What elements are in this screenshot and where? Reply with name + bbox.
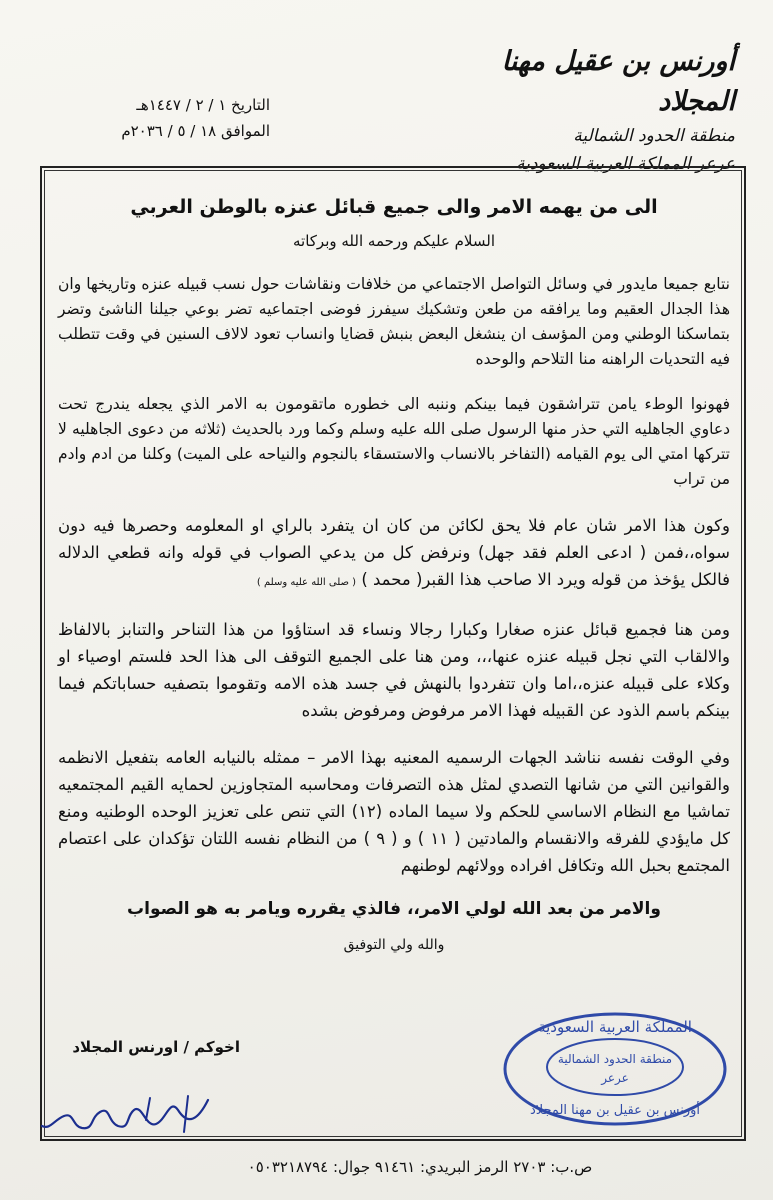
letterhead-city: عرعر المملكة العربية السعودية [516, 154, 735, 174]
paragraph-4: ومن هنا فجميع قبائل عنزه صغارا وكبارا رجالا ونساء قد استاؤوا من هذا التناحر والتنابز بالالفاظ والالقاب التي نجل قبيله عنزه عنها،،، ومن هنا على الجميع التوقف الى هذا الحد فلستم اوصياء او وكلاء على قبيله عنزه،،اما وان تتفردوا بالنهش في جسد هذه الامه وتقوموا بتصفيه حساباتكم فيما بينكم باسم الذود عن القبيله فهذا الامر مرفوض ومرفوض بشده [58, 620, 730, 720]
letter-body [58, 188, 730, 973]
stamp-outer-text: المملكة العربية السعودية [538, 1018, 692, 1036]
letter-title: الى من يهمه الامر والى جميع قبائل عنزه بالوطن العربي [130, 196, 658, 218]
letterhead [435, 42, 735, 178]
letterhead-name: أورنس بن عقيل مهنا المجلاد [501, 46, 735, 117]
handwritten-signature [38, 1090, 213, 1138]
signoff: اخوكم / اورنس المجلاد [72, 1038, 240, 1056]
closing-line: والامر من بعد الله لولي الامر،، فالذي يقرره ويامر به هو الصواب [127, 899, 661, 919]
paragraph-3-text: وكون هذا الامر شان عام فلا يحق لكائن من كان ان يتفرد بالراي او المعلومه وحصرها فيه دون سواه،،فمن ( ادعى العلم فقد جهل) ونرفض كل من يدعي الصواب في قوله وانه قطعي الدلاله فالكل يؤخذ من قوله ويرد الا صاحب هذا القبر( محمد ) [58, 516, 730, 589]
stamp-inner-city: عرعر [601, 1071, 629, 1085]
wishes-line: والله ولي التوفيق [343, 937, 445, 953]
paragraph-3-note: ( صلى الله عليه وسلم ) [256, 577, 357, 588]
paragraph-2: فهونوا الوطء يامن تتراشقون فيما بينكم وننبه الى خطوره ماتقومون به الامر الذي يجعله يندرج تحت دعاوي الجاهليه التي حذر منها الرسول صلى الله عليه وسلم وكما ورد بالحديث (ثلاثه من دعوى الجاهليه لا تتركها امتي الى يوم القيامه (التفاخر بالانساب والاستسقاء بالنجوم والنياحه على الميت) وكلنا من ادم وادم من تراب [58, 395, 730, 488]
paragraph-5: وفي الوقت نفسه نناشد الجهات الرسميه المعنيه بهذا الامر – ممثله بالنيابه العامه بتفعيل الانظمه والقوانين التي من شانها التصدي لمثل هذه التصرفات ومحاسبه المتجاوزين لحمايه القيم المجتمعيه تماشيا مع النظام الاساسي للحكم ولا سيما الماده (١٢) التي تنص على تعزيز الوحده الوطنيه ومنع كل مايؤدي للفرقه والانقسام والمادتين ( ١١ ) و ( ٩ ) من النظام نفسه اللتان تؤكدان على اعتصام المجتمع بحبل الله وتكافل افراده وولائهم لوطنهم [58, 748, 730, 875]
stamp-inner-top: منطقة الحدود الشمالية [557, 1052, 673, 1066]
letter-dates [30, 92, 270, 144]
paragraph-1: نتابع جميعا مايدور في وسائل التواصل الاجتماعي من خلافات ونقاشات حول نسب قبيله عنزه وتاريخها وان هذا الجدال العقيم وما يرافقه من طعن وتشكيك سيفرز فوضى اجتماعيه تضر بوعي جيلنا الناشئ وتضر بتماسكنا الوطني ومن المؤسف ان ينشغل البعض بنبش قضايا وانساب تعود لالاف السنين في وقت تتطلب فيه التحديات الراهنه منا التلاحم والوحده [58, 275, 730, 368]
date-gregorian: الموافق ١٨ / ٥ / ٢٠٣٦م [121, 122, 270, 140]
paragraph-3 [58, 512, 730, 596]
stamp-bottom-text: أورنس بن عقيل بن مهنا المجلاد [529, 1103, 701, 1118]
date-hijri: التاريخ ١ / ٢ / ١٤٤٧هـ [136, 96, 270, 114]
official-stamp [500, 1010, 730, 1128]
letter-footer: ص.ب: ٢٧٠٣ الرمز البريدي: ٩١٤٦١ جوال: ٠٥٠٣٢١٨٧٩٤ [247, 1158, 593, 1176]
letter-greeting: السلام عليكم ورحمه الله وبركاته [293, 232, 495, 250]
letterhead-region: منطقة الحدود الشمالية [573, 126, 735, 146]
